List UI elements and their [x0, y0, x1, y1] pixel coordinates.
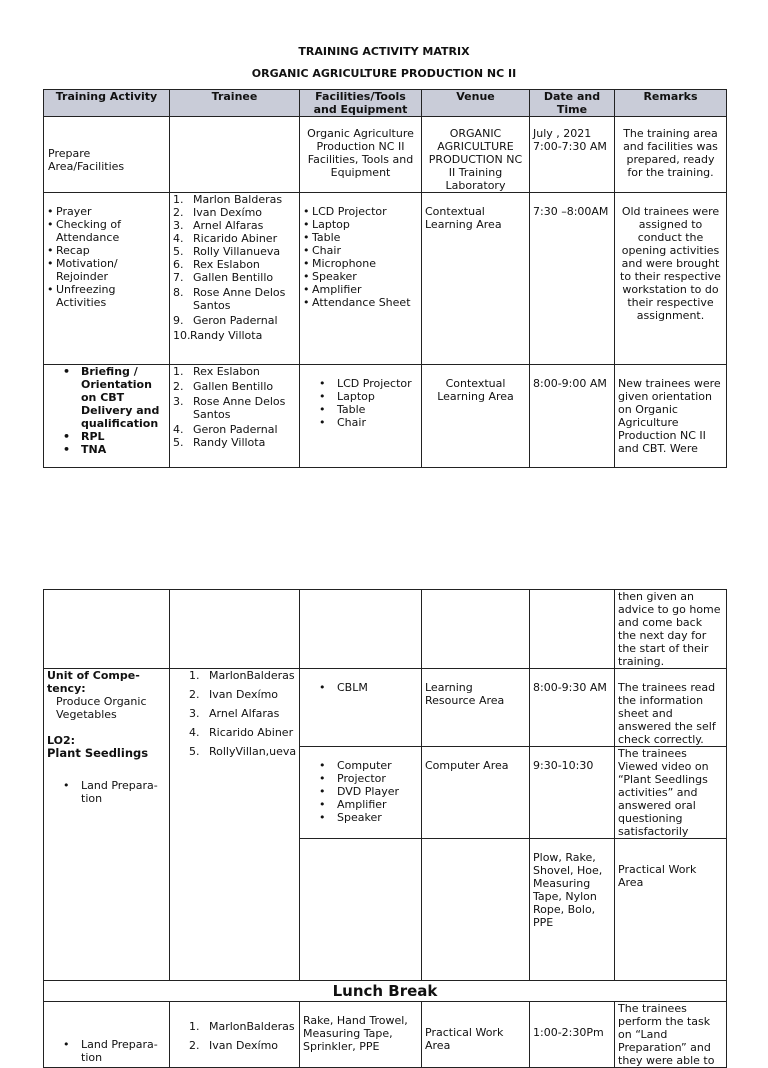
list-number: 7. [173, 271, 184, 284]
empty-cell [170, 590, 300, 669]
list-number: 5. [173, 436, 184, 449]
trainee-cell [170, 669, 300, 981]
date-cell: 9:30-10:30 [530, 747, 615, 839]
activity-text: Prepare Area/Facilities [48, 146, 125, 173]
list-item [173, 365, 296, 378]
header-facilities: Facilities/Tools and Equipment [300, 90, 422, 117]
header-training-activity: Training Activity [44, 90, 170, 117]
lo-label: LO2: [47, 734, 76, 747]
lo-text: Plant Seedlings [47, 746, 149, 760]
list-item [173, 258, 296, 271]
table-row [44, 669, 727, 747]
list-item: • Prayer [47, 205, 166, 218]
list-item [189, 1020, 296, 1033]
facilities-cell [300, 669, 422, 747]
list-number: 1. [173, 193, 184, 206]
list-item [173, 329, 296, 342]
list-item: • Chair [303, 244, 418, 257]
list-item: • Laptop [303, 218, 418, 231]
trainee-name: Gallen Bentillo [193, 271, 274, 284]
list-item [189, 688, 296, 701]
remarks-cell: The trainees read the information sheet and answered the self check correctly. [615, 669, 727, 747]
list-number: 2. [189, 688, 200, 701]
remarks-cell: The trainees Viewed video on “Plant Seedlings activities” and answered oral questioning satisfactorily [615, 747, 727, 839]
list-number: 2. [173, 206, 184, 219]
list-item: • Briefing / Orientation on CBT Delivery and qualification [47, 365, 166, 430]
list-number: 4. [189, 726, 200, 739]
trainee-name: Ricarido Abiner [209, 726, 294, 739]
list-item [189, 1039, 296, 1052]
list-item: • LCD Projector [303, 377, 418, 390]
trainee-name: Rex Eslabon [193, 365, 260, 378]
activity-list [47, 365, 166, 456]
list-number: 8. [173, 286, 184, 299]
facilities-list [303, 205, 418, 309]
list-item [173, 395, 296, 421]
activity-list [47, 205, 166, 309]
list-number: 6. [173, 258, 184, 271]
trainee-list [173, 193, 296, 342]
facilities-cell: Plow, Rake, Shovel, Hoe, Measuring Tape, Nylon Rope, Bolo, PPE [530, 839, 615, 981]
unit-cell [44, 669, 170, 981]
table-row [44, 193, 727, 365]
list-item [173, 271, 296, 284]
trainee-cell [170, 1002, 300, 1068]
header-venue: Venue [422, 90, 530, 117]
list-number: 4. [173, 232, 184, 245]
date-cell: 1:00-2:30Pm [530, 1002, 615, 1068]
trainee-name: Rex Eslabon [193, 258, 260, 271]
trainee-name: Randy Villota [190, 329, 263, 342]
empty-cell [300, 590, 422, 669]
trainee-name: Ivan Dexímo [193, 206, 263, 219]
venue-cell: Computer Area [422, 747, 530, 839]
list-item [173, 193, 296, 206]
date-cell: 8:00-9:30 AM [530, 669, 615, 747]
list-item: • RPL [47, 430, 166, 443]
remarks-cell: Old trainees were assigned to conduct the opening activities and were brought to their respective workstation to do their respective assignment. [615, 193, 727, 365]
empty-cell [422, 590, 530, 669]
lunch-break-label: Lunch Break [44, 981, 727, 1002]
activity-list [47, 1038, 166, 1064]
empty-cell [300, 839, 422, 981]
trainee-name: Randy Villota [193, 436, 266, 449]
activity-table-2 [43, 589, 727, 1068]
list-item: • Unfreezing Activities [47, 283, 166, 309]
date-cell: 8:00-9:00 AM [530, 365, 615, 468]
document-subtitle: ORGANIC AGRICULTURE PRODUCTION NC II [251, 67, 517, 80]
facilities-list [303, 681, 418, 694]
header-remarks: Remarks [615, 90, 727, 117]
trainee-name: Rose Anne Delos Santos [193, 286, 286, 312]
header-trainee: Trainee [170, 90, 300, 117]
facilities-cell [300, 747, 422, 839]
list-item: • Attendance Sheet [303, 296, 418, 309]
remarks-cell: The training area and facilities was prepared, ready for the training. [615, 117, 727, 193]
list-item [189, 726, 296, 739]
activity-table-1 [43, 89, 727, 468]
list-item: • Computer [303, 759, 418, 772]
table-row [44, 117, 727, 193]
trainee-name: Ivan Dexímo [209, 1039, 279, 1052]
table-row [44, 365, 727, 468]
list-item [173, 314, 296, 327]
trainee-name: MarlonBalderas [209, 669, 295, 682]
facilities-cell: Rake, Hand Trowel, Measuring Tape, Sprinkler, PPE [300, 1002, 422, 1068]
trainee-name: Gallen Bentillo [193, 380, 274, 393]
list-item [173, 232, 296, 245]
list-item: • Projector [303, 772, 418, 785]
list-item: • Laptop [303, 390, 418, 403]
remarks-cell: The trainees perform the task on “Land Preparation” and they were able to [615, 1002, 727, 1068]
list-number: 1. [189, 1020, 200, 1033]
document-title: TRAINING ACTIVITY MATRIX [298, 45, 470, 58]
activity-cell [44, 1002, 170, 1068]
list-item: • Table [303, 231, 418, 244]
venue-cell: Practical Work Area [422, 1002, 530, 1068]
list-number: 1. [173, 365, 184, 378]
sub-activity-list [47, 779, 166, 805]
table-row [44, 981, 727, 1002]
list-number: 4. [173, 423, 184, 436]
trainee-cell [170, 193, 300, 365]
facilities-list [303, 759, 418, 824]
trainee-name: Ivan Dexímo [209, 688, 279, 701]
facilities-cell [300, 365, 422, 468]
list-item: • Checking of Attendance [47, 218, 166, 244]
list-item [173, 423, 296, 436]
list-item: • CBLM [303, 681, 418, 694]
list-item [173, 206, 296, 219]
list-number: 2. [189, 1039, 200, 1052]
list-number: 9. [173, 314, 184, 327]
list-item [173, 286, 296, 312]
trainee-name: Rose Anne Delos Santos [193, 395, 286, 421]
activity-cell [44, 365, 170, 468]
list-item: • Motivation/ Rejoinder [47, 257, 166, 283]
list-item: • Amplifier [303, 798, 418, 811]
list-number: 5. [189, 745, 200, 758]
list-item: • Land Prepara-tion [47, 779, 166, 805]
facilities-cell: Organic Agriculture Production NC II Facilities, Tools and Equipment [300, 117, 422, 193]
list-item: • DVD Player [303, 785, 418, 798]
trainee-list [173, 669, 296, 758]
list-item: • Table [303, 403, 418, 416]
venue-cell: Practical Work Area [615, 839, 727, 981]
trainee-name: MarlonBalderas [209, 1020, 295, 1033]
trainee-name: Rolly Villanueva [193, 245, 281, 258]
list-item: • Chair [303, 416, 418, 429]
trainee-name: Arnel Alfaras [193, 219, 264, 232]
list-number: 5. [173, 245, 184, 258]
list-item [173, 245, 296, 258]
list-item: • Amplifier [303, 283, 418, 296]
venue-cell: Contextual Learning Area [422, 365, 530, 468]
unit-label: Unit of Compe-tency: [47, 669, 140, 695]
list-item [173, 380, 296, 393]
list-item: • Microphone [303, 257, 418, 270]
remarks-cell: then given an advice to go home and come back the next day for the start of their training. [615, 590, 727, 669]
list-item: • TNA [47, 443, 166, 456]
facilities-cell [300, 193, 422, 365]
list-item: • Recap [47, 244, 166, 257]
trainee-name: Geron Padernal [193, 423, 278, 436]
venue-cell: Contextual Learning Area [422, 193, 530, 365]
list-item: • Land Prepara-tion [47, 1038, 166, 1064]
header-date-time: Date and Time [530, 90, 615, 117]
trainee-list [173, 1020, 296, 1052]
table-row [44, 1002, 727, 1068]
date-cell: July , 2021 7:00-7:30 AM [530, 117, 615, 193]
list-number: 10. [173, 329, 191, 342]
list-item [189, 707, 296, 720]
facilities-list [303, 377, 418, 429]
list-item [173, 219, 296, 232]
empty-cell [530, 590, 615, 669]
table-row [44, 590, 727, 669]
trainee-name: Marlon Balderas [193, 193, 283, 206]
list-item: • Speaker [303, 811, 418, 824]
activity-cell [44, 193, 170, 365]
list-item: • Speaker [303, 270, 418, 283]
empty-cell [422, 839, 530, 981]
trainee-list [173, 365, 296, 449]
trainee-name: Ricarido Abiner [193, 232, 278, 245]
remarks-cell: New trainees were given orientation on Organic Agriculture Production NC II and CBT. Were [615, 365, 727, 468]
list-number: 2. [173, 380, 184, 393]
venue-cell: ORGANIC AGRICULTURE PRODUCTION NC II Training Laboratory [422, 117, 530, 193]
empty-cell [44, 590, 170, 669]
list-item [173, 436, 296, 449]
trainee-cell [170, 365, 300, 468]
list-item: • LCD Projector [303, 205, 418, 218]
unit-text: Produce Organic Vegetables [56, 695, 147, 721]
list-number: 3. [173, 395, 184, 408]
activity-cell [44, 117, 170, 193]
list-number: 3. [173, 219, 184, 232]
trainee-name: Geron Padernal [193, 314, 278, 327]
trainee-cell [170, 117, 300, 193]
list-item [189, 745, 296, 758]
list-item [189, 669, 296, 682]
list-number: 3. [189, 707, 200, 720]
trainee-name: Arnel Alfaras [209, 707, 280, 720]
trainee-name: RollyVillan,ueva [209, 745, 297, 758]
venue-cell: Learning Resource Area [422, 669, 530, 747]
date-cell: 7:30 –8:00AM [530, 193, 615, 365]
list-number: 1. [189, 669, 200, 682]
